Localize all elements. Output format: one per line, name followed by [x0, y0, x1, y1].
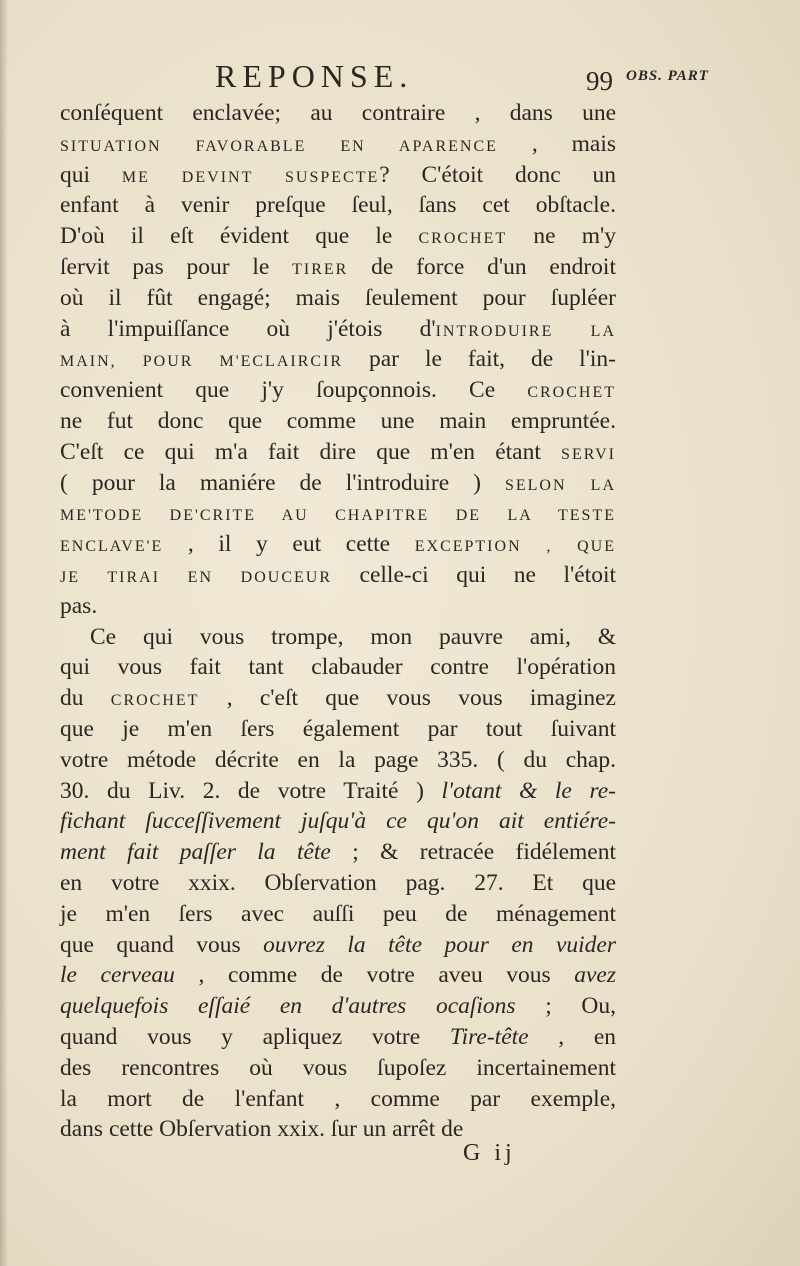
small-caps-text: JE TIRAI EN DOUCEUR — [60, 568, 332, 586]
text-line — [60, 190, 616, 221]
small-caps-text: SERVI — [561, 445, 616, 463]
text-line — [60, 437, 616, 468]
italic-text: quelquefois eſſaié en d'autres ocaſions — [60, 993, 516, 1020]
italic-text: fichant ſucceſſivement juſqu'à ce qu'on ait entiére- — [60, 808, 616, 835]
text-line — [60, 529, 616, 560]
signature-mark: G ij — [463, 1140, 516, 1166]
margin-note: OBS. PART — [626, 68, 709, 84]
text-line — [60, 129, 616, 160]
text-line — [60, 991, 616, 1022]
running-head — [0, 58, 800, 98]
text-run: enfant à venir preſque ſeul, ſans cet obſtacle. — [60, 192, 616, 219]
text-line — [60, 714, 616, 745]
text-line — [60, 868, 616, 899]
text-line — [60, 560, 616, 591]
text-run: en votre xxix. Obſervation pag. 27. Et que — [60, 869, 616, 896]
text-run: ? C'étoit donc un — [379, 161, 616, 188]
text-line — [60, 745, 616, 776]
text-run: la mort de l'enfant , comme par exemple, — [60, 1085, 616, 1112]
text-run: pas. — [60, 592, 98, 619]
small-caps-text: SELON LA — [504, 476, 616, 494]
text-run: , mais — [497, 130, 616, 157]
text-line — [60, 314, 616, 345]
italic-text: Tire-tête — [449, 1023, 529, 1050]
small-caps-text: SITUATION FAVORABLE EN APARENCE — [60, 137, 498, 155]
text-line — [60, 344, 616, 375]
text-line — [60, 683, 616, 714]
text-run: , comme de votre aveu vous — [174, 962, 575, 989]
text-run: , c'eſt que vous vous imaginez — [199, 685, 616, 712]
text-line — [60, 1053, 616, 1084]
small-caps-text: ME'TODE DE'CRITE AU CHAPITRE DE LA TESTE — [60, 507, 616, 525]
text-run: ne m'y — [507, 223, 616, 250]
text-line — [60, 622, 616, 653]
small-caps-text: INTRODUIRE LA — [435, 322, 616, 340]
text-line — [60, 1022, 616, 1053]
text-line — [60, 406, 616, 437]
text-run: quand vous y apliquez votre — [60, 1023, 450, 1050]
italic-text: le cerveau — [60, 962, 175, 989]
text-line — [60, 160, 616, 191]
page-number: 99 — [586, 66, 613, 96]
text-run: Ce qui vous trompe, mon pauvre ami, & — [90, 623, 616, 650]
small-caps-text: MAIN, POUR M'ECLAIRCIR — [60, 353, 344, 371]
text-run: que quand vous — [60, 931, 264, 958]
text-run: celle-ci qui ne l'étoit — [332, 561, 616, 588]
running-head-title: REPONSE. — [215, 58, 414, 94]
text-line — [60, 591, 616, 622]
text-run: par le fait, de l'in- — [343, 346, 616, 373]
text-run: à l'impuiſſance où j'étois d' — [60, 315, 436, 342]
text-run: qui vous fait tant clabauder contre l'opération — [60, 654, 616, 681]
text-run: où il fût engagé; mais ſeulement pour ſupléer — [60, 284, 616, 311]
small-caps-text: EXCEPTION , QUE — [414, 538, 616, 556]
text-run: ſervit pas pour le — [60, 253, 293, 280]
text-line — [60, 468, 616, 499]
text-run: , en — [528, 1023, 616, 1050]
text-line — [60, 960, 616, 991]
text-line — [60, 252, 616, 283]
small-caps-text: CROCHET — [110, 692, 200, 710]
text-run: D'où il eſt évident que le — [60, 223, 419, 250]
text-run: de force d'un endroit — [348, 253, 616, 280]
text-line — [60, 1114, 616, 1145]
text-run: qui — [60, 161, 122, 188]
text-line — [60, 498, 616, 529]
italic-text: ment fait paſſer la tête — [60, 839, 331, 866]
text-run: ( pour la maniére de l'introduire ) — [60, 469, 505, 496]
text-line — [60, 98, 616, 129]
text-run: C'eſt ce qui m'a fait dire que m'en étant — [60, 438, 562, 465]
text-run: je m'en ſers avec auſſi peu de ménagement — [60, 900, 616, 927]
text-run: ; Ou, — [515, 993, 617, 1020]
text-line — [60, 806, 616, 837]
italic-text: avez — [574, 962, 617, 989]
text-run: dans cette Obſervation xxix. ſur un arrêt de — [60, 1116, 464, 1143]
small-caps-text: CROCHET — [527, 384, 616, 402]
text-line — [60, 837, 616, 868]
text-line — [60, 221, 616, 252]
text-run: ; & retracée fidélement — [330, 839, 616, 866]
text-line — [60, 652, 616, 683]
text-line — [60, 283, 616, 314]
text-run: que je m'en ſers également par tout ſuivant — [60, 715, 616, 742]
small-caps-text: ME DEVINT SUSPECTE — [121, 168, 380, 186]
text-run: ne fut donc que comme une main empruntée. — [60, 407, 616, 434]
body-text — [60, 98, 616, 1145]
page-spine-shadow — [0, 0, 8, 1266]
small-caps-text: TIRER — [292, 260, 349, 278]
text-run: conſéquent enclavée; au contraire , dans une — [60, 100, 616, 126]
small-caps-text: CROCHET — [418, 230, 508, 248]
text-line — [60, 776, 616, 807]
text-run: votre métode décrite en la page 335. ( du chap. — [60, 746, 616, 773]
small-caps-text: ENCLAVE'E — [60, 538, 164, 556]
text-run: 30. du Liv. 2. de votre Traité ) — [60, 777, 442, 804]
text-run: , il y eut cette — [163, 531, 415, 558]
text-run: convenient que j'y ſoupçonnois. Ce — [60, 377, 528, 404]
text-run: du — [60, 685, 111, 712]
text-line — [60, 899, 616, 930]
text-run: des rencontres où vous ſupoſez incertainement — [60, 1054, 616, 1081]
text-line — [60, 375, 616, 406]
italic-text: l'otant & le re- — [441, 777, 616, 804]
text-line — [60, 1084, 616, 1115]
italic-text: ouvrez la tête pour en vuider — [263, 931, 616, 958]
text-line — [60, 930, 616, 961]
